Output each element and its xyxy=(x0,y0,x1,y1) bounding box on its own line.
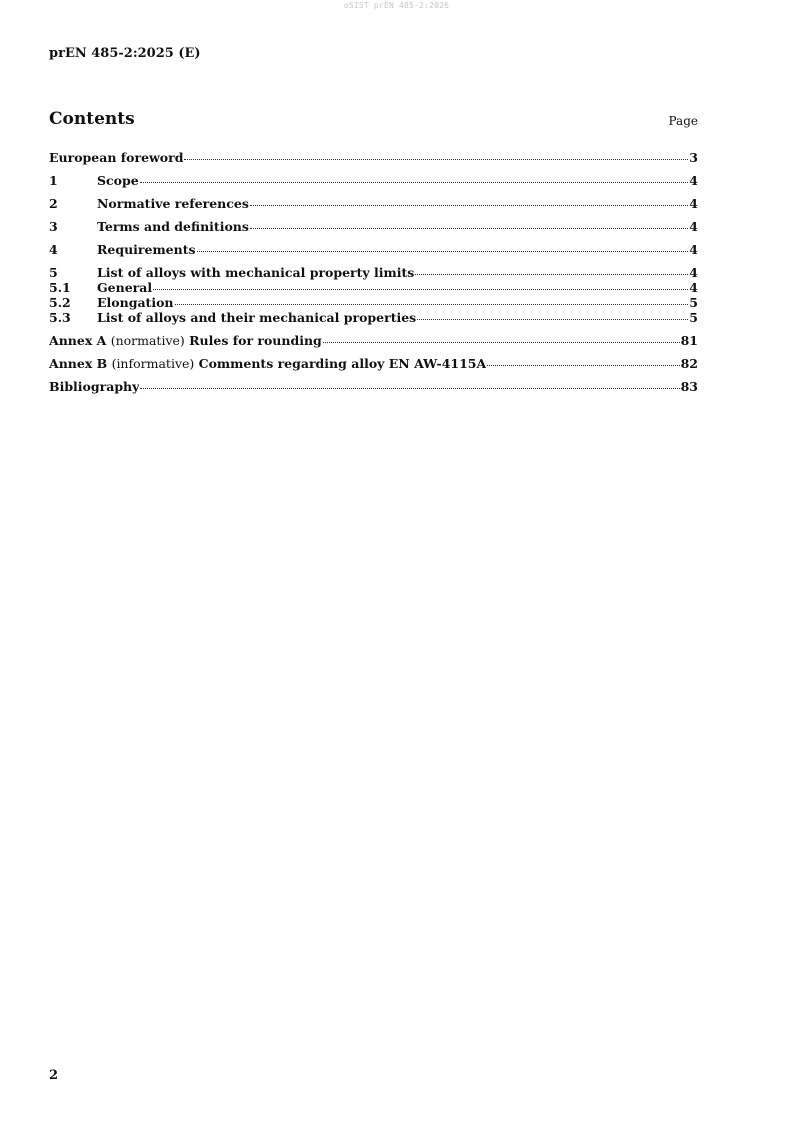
toc-entry-page: 3 xyxy=(689,150,698,165)
dot-leader xyxy=(197,249,689,252)
toc-entry-title xyxy=(49,356,486,371)
toc-entry-title: European foreword xyxy=(49,150,184,165)
toc-entry-page: 4 xyxy=(689,173,698,188)
dot-leader xyxy=(153,287,688,290)
dot-leader xyxy=(415,272,688,275)
toc-entry-title: Normative references xyxy=(97,196,249,211)
document-identifier: prEN 485-2:2025 (E) xyxy=(49,46,201,61)
toc-entry-page: 83 xyxy=(680,379,698,394)
toc-entry-title: List of alloys and their mechanical properties xyxy=(97,310,417,325)
toc-entry-number: 5.1 xyxy=(49,280,71,295)
dot-leader xyxy=(140,180,689,183)
toc-entry-title: Bibliography xyxy=(49,379,140,394)
toc-entry-title: Scope xyxy=(97,173,139,188)
toc-entry-title: Requirements xyxy=(97,242,196,257)
annex-qualifier: (normative) xyxy=(110,333,185,348)
toc-entry-title xyxy=(49,333,322,348)
dot-leader xyxy=(323,340,680,343)
toc-entry-bibliography[interactable] xyxy=(49,379,698,394)
dot-leader xyxy=(184,157,688,160)
watermark: oSIST prEN 485-2:2026 xyxy=(343,1,450,10)
toc-entry-elongation[interactable] xyxy=(49,295,698,310)
toc-entry-title: General xyxy=(97,280,153,295)
annex-label: Annex B xyxy=(49,356,108,371)
toc-entry-number: 3 xyxy=(49,219,58,234)
toc-entry-page: 4 xyxy=(689,196,698,211)
toc-entry-title: List of alloys with mechanical property limits xyxy=(97,265,415,280)
toc-entry-number: 4 xyxy=(49,242,58,257)
annex-qualifier: (informative) xyxy=(111,356,195,371)
toc-entry-page: 5 xyxy=(689,310,698,325)
toc-entry-page: 4 xyxy=(689,242,698,257)
toc-entry-scope[interactable] xyxy=(49,173,698,188)
toc-entry-number: 5.3 xyxy=(49,310,71,325)
toc-entry-requirements[interactable] xyxy=(49,242,698,257)
annex-label: Annex A xyxy=(49,333,107,348)
annex-title: Comments regarding alloy EN AW-4115A xyxy=(198,356,487,371)
toc-entry-page: 4 xyxy=(689,219,698,234)
dot-leader xyxy=(250,226,688,229)
dot-leader xyxy=(140,386,679,389)
toc-entry-general[interactable] xyxy=(49,280,698,295)
toc-entry-alloys-mechanical-properties[interactable] xyxy=(49,310,698,325)
toc-entry-list-of-alloys[interactable] xyxy=(49,265,698,280)
toc-entry-number: 5.2 xyxy=(49,295,71,310)
dot-leader xyxy=(175,302,689,305)
toc-entry-page: 81 xyxy=(680,333,698,348)
dot-leader xyxy=(487,363,679,366)
toc-entry-european-foreword[interactable] xyxy=(49,150,698,165)
toc-entry-page: 5 xyxy=(689,295,698,310)
toc-entry-page: 4 xyxy=(689,265,698,280)
toc-entry-page: 82 xyxy=(680,356,698,371)
toc-entry-normative-references[interactable] xyxy=(49,196,698,211)
dot-leader xyxy=(417,317,688,320)
toc-entry-number: 5 xyxy=(49,265,58,280)
dot-leader xyxy=(250,203,688,206)
toc-entry-terms-and-definitions[interactable] xyxy=(49,219,698,234)
toc-entry-title: Elongation xyxy=(97,295,174,310)
contents-heading: Contents xyxy=(49,109,135,129)
toc-entry-annex-b[interactable] xyxy=(49,356,698,371)
toc-entry-number: 1 xyxy=(49,173,58,188)
page-column-label: Page xyxy=(668,114,698,128)
table-of-contents xyxy=(49,150,698,394)
toc-entry-number: 2 xyxy=(49,196,58,211)
toc-entry-page: 4 xyxy=(689,280,698,295)
annex-title: Rules for rounding xyxy=(189,333,322,348)
toc-entry-annex-a[interactable] xyxy=(49,333,698,348)
toc-entry-title: Terms and definitions xyxy=(97,219,249,234)
page-number: 2 xyxy=(49,1068,59,1083)
